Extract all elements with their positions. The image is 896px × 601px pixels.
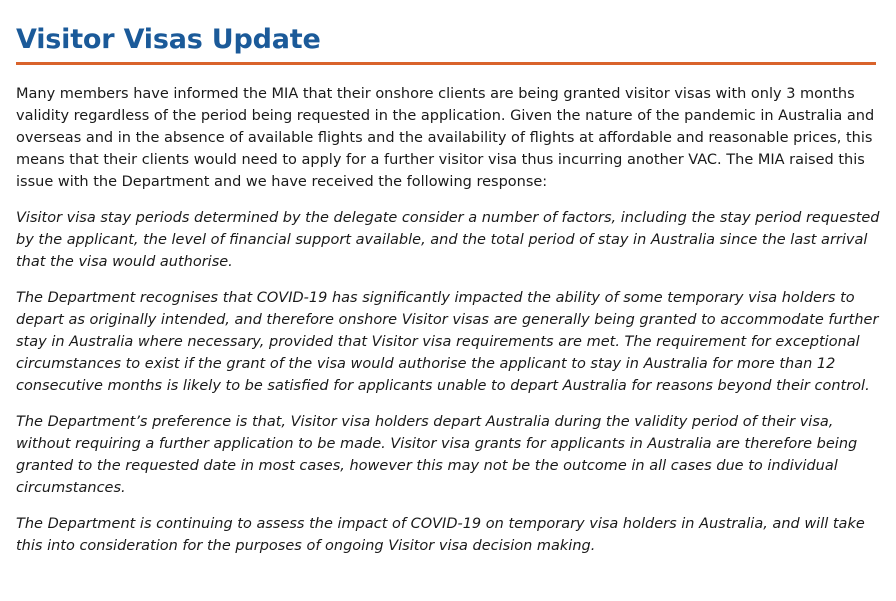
article-body [16, 83, 880, 557]
quoted-paragraph-stay-periods: Visitor visa stay periods determined by the delegate consider a number of factors, including the stay period requested by the applicant, the level of financial support available, and the total period of stay in Australia since the last arrival that the visa would authorise. [16, 210, 880, 270]
intro-paragraph: Many members have informed the MIA that their onshore clients are being granted visitor visas with only 3 months validity regardless of the period being requested in the application. Given the nature of the pandemic in Australia and overseas and in the absence of available flights and the availability of flights at affordable and reasonable prices, this means that their clients would need to apply for a further visitor visa thus incurring another VAC. The MIA raised this issue with the Department and we have received the following response: [16, 86, 875, 190]
quoted-paragraph-ongoing-assessment: The Department is continuing to assess the impact of COVID-19 on temporary visa holders in Australia, and will take this into consideration for the purposes of ongoing Visitor visa decision making. [16, 516, 865, 554]
quoted-paragraph-department-preference: The Department’s preference is that, Visitor visa holders depart Australia during the validity period of their visa, without requiring a further application to be made. Visitor visa grants for applicants in Australia are therefore being granted to the requested date in most cases, however this may not be the outcome in all cases due to individual circumstances. [16, 414, 858, 496]
quoted-paragraph-covid-impact: The Department recognises that COVID-19 has significantly impacted the ability of some temporary visa holders to depart as originally intended, and therefore onshore Visitor visas are generally being granted to accommodate further stay in Australia where necessary, provided that Visitor visa requirements are met. The requirement for exceptional circumstances to exist if the grant of the visa would authorise the applicant to stay in Australia for more than 12 consecutive months is likely to be satisfied for applicants unable to depart Australia for reasons beyond their control. [16, 290, 879, 394]
title-divider [16, 62, 876, 65]
page-title: Visitor Visas Update [16, 24, 321, 55]
